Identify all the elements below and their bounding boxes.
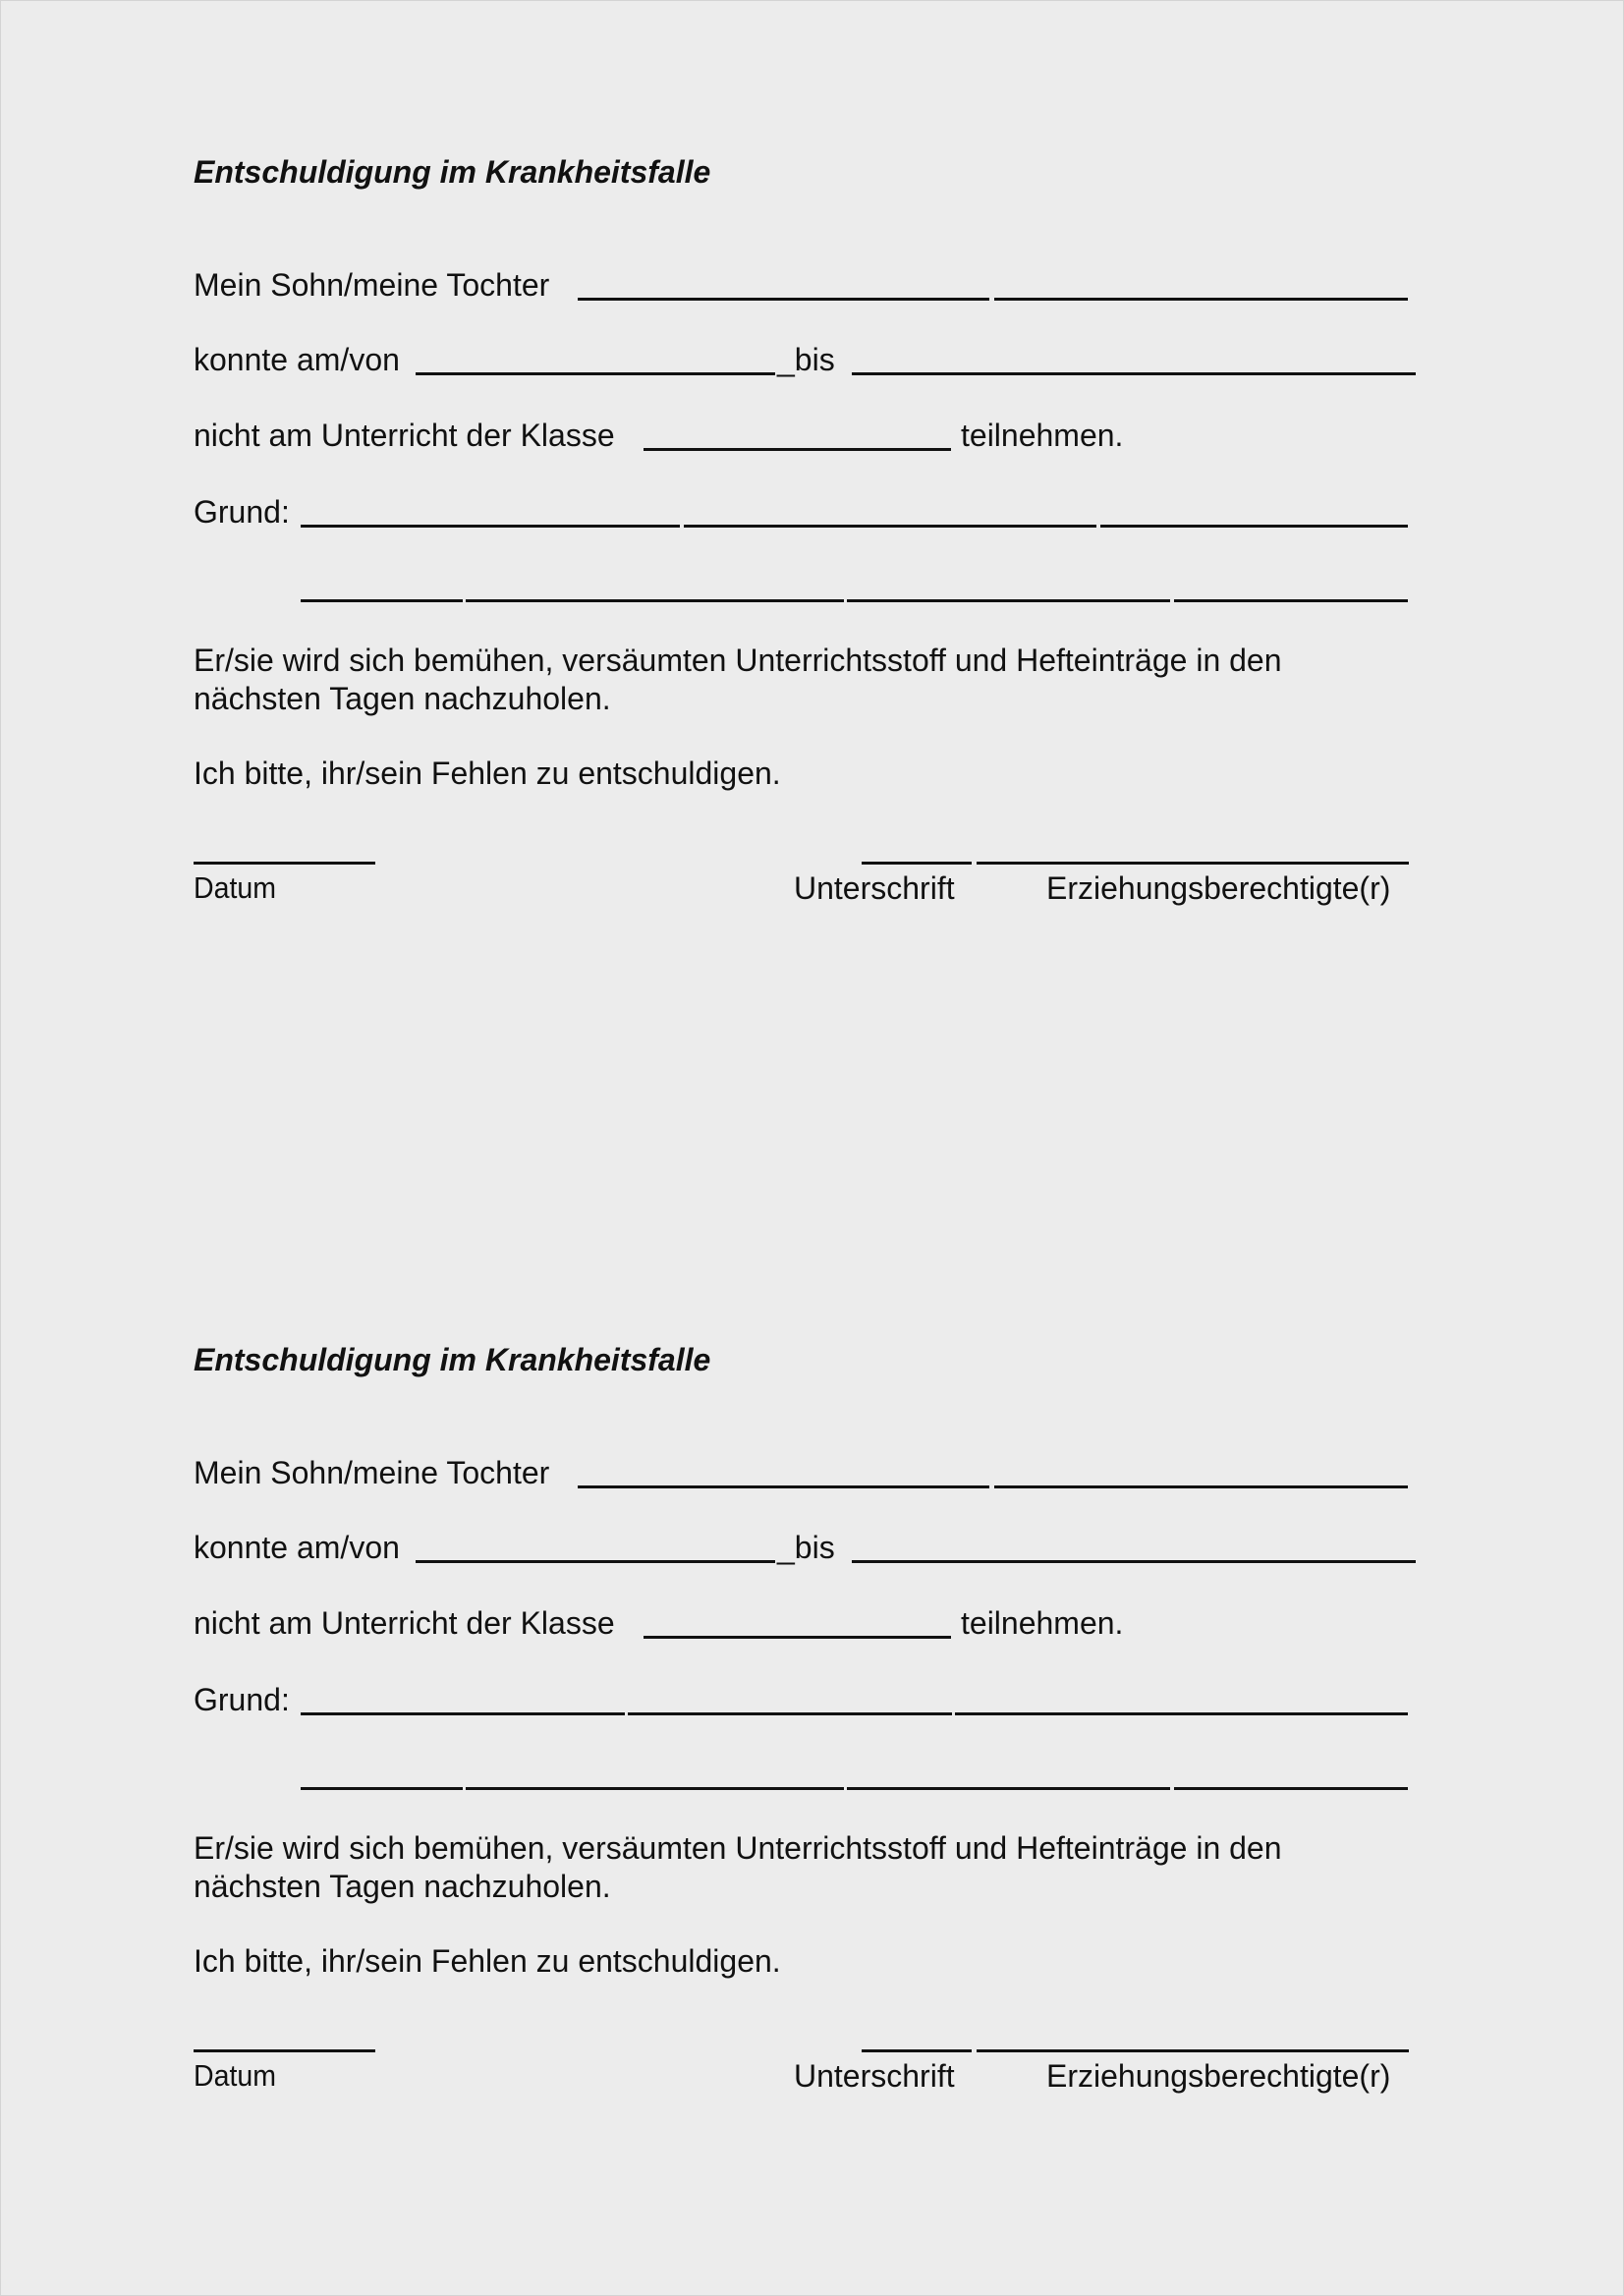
reason-blank-2d[interactable]: [1174, 599, 1408, 602]
signature-blank-a[interactable]: [862, 2049, 972, 2052]
date-signature-blank[interactable]: [194, 2049, 375, 2052]
child-name-blank[interactable]: [578, 1485, 989, 1488]
reason-blank-1b[interactable]: [684, 525, 1096, 528]
reason-blank-2d[interactable]: [1174, 1787, 1408, 1790]
child-label: Mein Sohn/meine Tochter: [194, 267, 550, 303]
date-from-blank[interactable]: [416, 1560, 775, 1563]
child-name-blank-2[interactable]: [994, 298, 1408, 301]
caption-date: Datum: [194, 2058, 277, 2093]
reason-blank-2a[interactable]: [301, 599, 463, 602]
reason-blank-1c[interactable]: [955, 1712, 1408, 1715]
form-title: Entschuldigung im Krankheitsfalle: [194, 154, 711, 190]
reason-blank-1a[interactable]: [301, 525, 680, 528]
class-suffix: teilnehmen.: [961, 1605, 1124, 1641]
reason-blank-1b[interactable]: [628, 1712, 952, 1715]
date-from-label: konnte am/von: [194, 1530, 400, 1565]
reason-label: Grund:: [194, 494, 290, 530]
date-to-blank[interactable]: [852, 372, 1416, 375]
signature-blank-b[interactable]: [977, 2049, 1409, 2052]
date-to-label: _bis: [777, 1530, 835, 1565]
form-title: Entschuldigung im Krankheitsfalle: [194, 1342, 711, 1377]
caption-signature: Unterschrift: [794, 2058, 955, 2094]
excuse-form-2: [1, 1189, 1623, 2171]
child-name-blank[interactable]: [578, 298, 989, 301]
caption-signature: Unterschrift: [794, 870, 955, 906]
paragraph-line-2: nächsten Tagen nachzuholen.: [194, 1869, 611, 1904]
caption-guardian: Erziehungsberechtigte(r): [1046, 870, 1391, 906]
class-label: nicht am Unterricht der Klasse: [194, 418, 615, 453]
date-to-blank[interactable]: [852, 1560, 1416, 1563]
reason-blank-1c[interactable]: [1100, 525, 1408, 528]
date-from-label: konnte am/von: [194, 342, 400, 377]
signature-blank-b[interactable]: [977, 862, 1409, 865]
child-name-blank-2[interactable]: [994, 1485, 1408, 1488]
child-label: Mein Sohn/meine Tochter: [194, 1455, 550, 1490]
date-signature-blank[interactable]: [194, 862, 375, 865]
reason-blank-2c[interactable]: [847, 599, 1170, 602]
reason-blank-2b[interactable]: [466, 1787, 844, 1790]
reason-blank-2c[interactable]: [847, 1787, 1170, 1790]
reason-label: Grund:: [194, 1682, 290, 1717]
paragraph-line-1: Er/sie wird sich bemühen, versäumten Unterrichtsstoff und Hefteinträge in den: [194, 643, 1282, 678]
class-label: nicht am Unterricht der Klasse: [194, 1605, 615, 1641]
reason-blank-2b[interactable]: [466, 599, 844, 602]
class-suffix: teilnehmen.: [961, 418, 1124, 453]
request-text: Ich bitte, ihr/sein Fehlen zu entschuldigen.: [194, 756, 781, 791]
caption-date: Datum: [194, 870, 277, 905]
signature-blank-a[interactable]: [862, 862, 972, 865]
request-text: Ich bitte, ihr/sein Fehlen zu entschuldigen.: [194, 1943, 781, 1979]
excuse-form-1: [1, 1, 1623, 983]
caption-guardian: Erziehungsberechtigte(r): [1046, 2058, 1391, 2094]
date-to-label: _bis: [777, 342, 835, 377]
reason-blank-1a[interactable]: [301, 1712, 625, 1715]
date-from-blank[interactable]: [416, 372, 775, 375]
class-blank[interactable]: [644, 1636, 951, 1639]
class-blank[interactable]: [644, 448, 951, 451]
reason-blank-2a[interactable]: [301, 1787, 463, 1790]
paragraph-line-2: nächsten Tagen nachzuholen.: [194, 681, 611, 716]
paragraph-line-1: Er/sie wird sich bemühen, versäumten Unterrichtsstoff und Hefteinträge in den: [194, 1830, 1282, 1866]
